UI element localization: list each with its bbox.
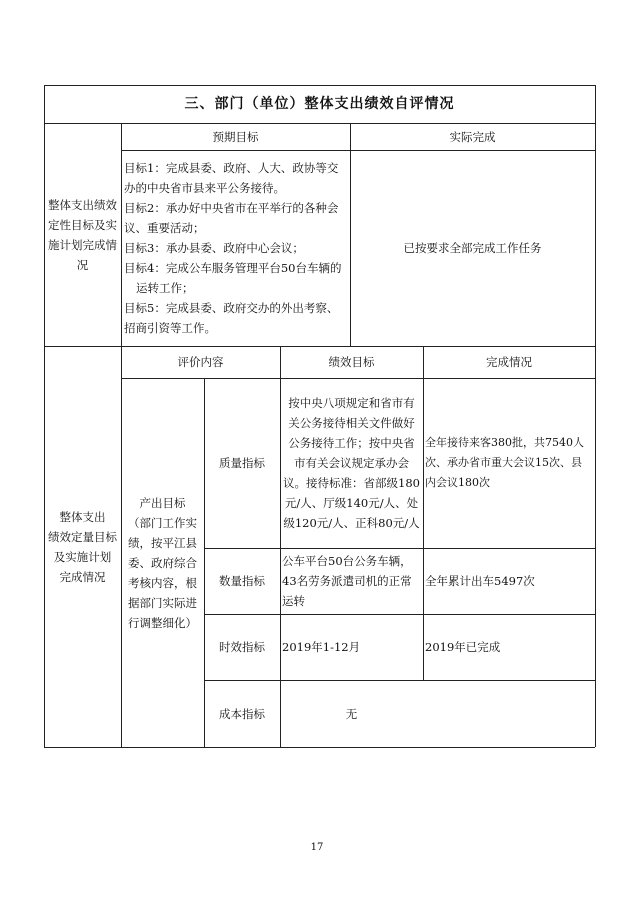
quality-indicator-label: 质量指标 [219, 456, 265, 470]
performance-target-header: 绩效目标 [328, 355, 375, 369]
actual-completion-text: 已按要求全部完成工作任务 [403, 241, 542, 255]
quantity-indicator-label: 数量指标 [219, 574, 265, 588]
evaluation-content-header: 评价内容 [177, 355, 224, 369]
timeliness-indicator-label: 时效指标 [219, 640, 265, 654]
quantity-indicator-target: 公车平台50台公务车辆， 43名劳务派遣司机的正常 运转 [282, 554, 412, 608]
expected-goals-list: 目标1：完成县委、政府、人大、政协等交 办的中央省市县来平公务接待。 目标2：承办好中央省市在平举行的各种会 议、重要活动； 目标3：承办县委、政府中心会议； 目标4：完成公车服务管理平台50台车辆的 运转工作； 目标5：完成县委、政府交办的外出考察、 招商引资等工作。 [124, 161, 342, 335]
expected-goal-header: 预期目标 [212, 129, 259, 144]
table-border-bottom [44, 747, 595, 748]
quantitative-row-label: 整体支出 绩效定量目标 及实施计划 完成情况 [48, 509, 117, 584]
completion-status-header: 完成情况 [486, 355, 532, 369]
actual-completion-header: 实际完成 [449, 129, 496, 144]
cost-indicator-target: 无 [345, 706, 358, 721]
page-number: 17 [310, 842, 324, 853]
cost-indicator-label: 成本指标 [219, 706, 265, 721]
quantity-indicator-done: 全年累计出车5497次 [425, 574, 535, 588]
qualitative-row-label: 整体支出绩效 定性目标及实 施计划完成情 况 [48, 197, 117, 272]
section-title: 三、部门（单位）整体支出绩效自评情况 [184, 96, 455, 112]
quality-indicator-done: 全年接待来客380批，共7540人 次、承办省市重大会议15次、县 内会议180次 [425, 436, 584, 489]
timeliness-indicator-done: 2019年已完成 [425, 640, 501, 654]
quality-indicator-target: 按中央八项规定和省市有 关公务接待相关文件做好 公务接待工作；按中央省 市有关会议规定承办会 议。接待标准：省部级180 元/人、厅级140元/人、处 级120元/人、正科80元/人 [283, 396, 420, 530]
timeliness-indicator-target: 2019年1-12月 [282, 640, 361, 654]
output-goal-label: 产出目标 （部门工作实 绩，按平江县 委、政府综合 考核内容，根 据部门实际进 行调整细化） [128, 495, 197, 630]
table-border-right [595, 85, 596, 747]
